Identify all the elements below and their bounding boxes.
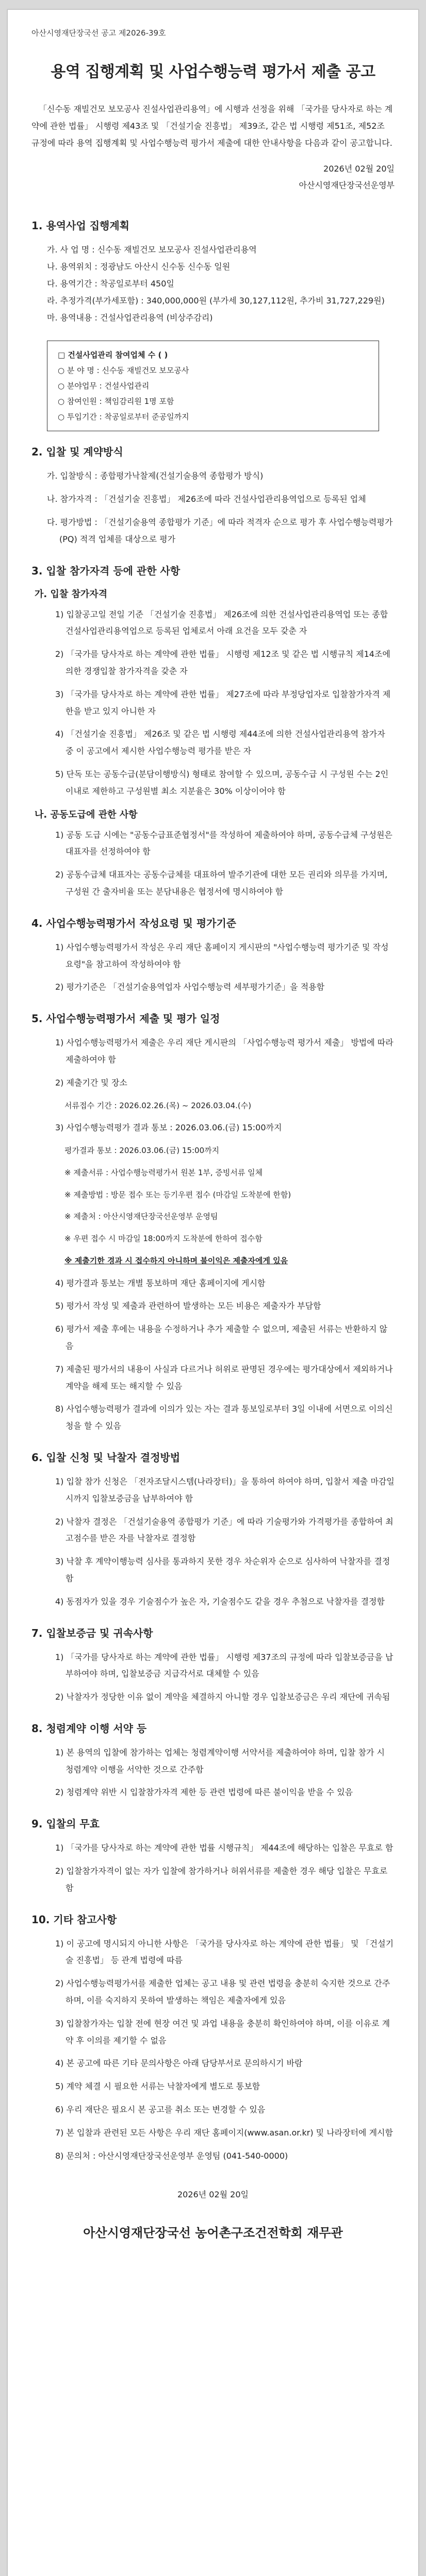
notice-date: 2026년 02월 20일	[323, 164, 395, 174]
section-item: 1) 본 용역의 입찰에 참가하는 업체는 청렴계약이행 서약서를 제출하여야 하며, 입찰 참가 시 청렴계약 이행을 서약한 것으로 간주함	[55, 1747, 385, 1774]
section-item: 3) 「국가를 당사자로 하는 계약에 관한 법률」 제27조에 따라 부정당업자로 입찰참가자격 제한을 받고 있지 아니한 자	[55, 689, 391, 716]
section-item: 6) 평가서 제출 후에는 내용을 수정하거나 추가 제출할 수 없으며, 제출된 서류는 반환하지 않음	[55, 1324, 388, 1351]
section-title: 3. 입찰 참가자격 등에 관한 사항	[31, 564, 181, 577]
notice-sheet	[7, 9, 419, 2576]
section-5	[31, 1010, 395, 1435]
subsection-title: 나. 공동도급에 관한 사항	[35, 809, 138, 820]
section-item: 나. 용역위치 : 정광남도 아산시 신수동 신수동 일원	[47, 262, 231, 272]
info-box	[47, 341, 379, 431]
section-title: 7. 입찰보증금 및 귀속사항	[31, 1626, 153, 1639]
section-3	[31, 563, 395, 901]
note-item: ※ 제출서류 : 사업수행능력평가서 원본 1부, 증빙서류 일체	[64, 1167, 263, 1177]
date-org-block	[31, 161, 395, 194]
section-item: 2) 사업수행능력평가서를 제출한 업체는 공고 내용 및 관련 법령을 충분히 숙지한 것으로 간주하며, 이를 숙지하지 못하여 발생하는 책임은 제출자에게 있음	[55, 1978, 390, 2006]
section-title: 6. 입찰 신청 및 낙찰자 결정방법	[31, 1451, 181, 1464]
section-item: 1) 입찰공고일 전일 기준 「건설기술 진흥법」 제26조에 의한 건설사업관리용역업 또는 종합건설사업관리용역업으로 등록된 업체로서 아래 요건을 모두 갖춘 자	[55, 609, 388, 636]
section-item: 1) 사업수행능력평가서 작성은 우리 재단 홈페이지 게시판의 "사업수행능력 평가기준 및 작성요령"을 참고하여 작성하여야 함	[55, 942, 389, 969]
section-item: 3) 입찰참가자는 입찰 전에 현장 여건 및 과업 내용을 충분히 확인하여야 하며, 이를 이유로 계약 후 이의를 제기할 수 없음	[55, 2018, 390, 2045]
section-4	[31, 915, 395, 996]
result-label: 평가결과 통보 : 2026.03.06.(금) 15:00까지	[64, 1146, 220, 1156]
section-9	[31, 1816, 395, 1896]
section-item: 4) 본 공고에 따른 기타 문의사항은 아래 담당부서로 문의하시기 바람	[55, 2058, 303, 2069]
section-8	[31, 1720, 395, 1801]
box-item: ○ 분야업무 : 건설사업관리	[58, 381, 150, 391]
note-item: ※ 제출방법 : 방문 접수 또는 등기우편 접수 (마감일 도착분에 한함)	[64, 1190, 291, 1199]
box-item: ○ 분 야 명 : 신수동 재빌건모 보모공사	[58, 366, 189, 376]
section-title: 1. 용역사업 집행계획	[31, 219, 129, 232]
section-item: 2) 입찰참가자격이 없는 자가 입찰에 참가하거나 허위서류를 제출한 경우 해당 입찰은 무효로 함	[55, 1866, 388, 1893]
section-item: 7) 본 입찰과 관련된 모든 사항은 우리 재단 홈페이지(www.asan.or.kr) 및 나라장터에 게시함	[55, 2127, 393, 2138]
section-item: 1) 사업수행능력평가서 제출은 우리 재단 게시판의 「사업수행능력 평가서 제출」 방법에 따라 제출하여야 함	[55, 1038, 394, 1064]
signer: 아산시영재단장국선 농어촌구조건전학회 재무관	[83, 2226, 343, 2241]
section-item: 5) 계약 체결 시 필요한 서류는 낙찰자에게 별도로 통보함	[55, 2081, 260, 2092]
section-item: 다. 평가방법 : 「건설기술용역 종합평가 기준」에 따라 적격자 순으로 평가 후 사업수행능력평가(PQ) 적격 업체를 대상으로 평가	[47, 517, 393, 544]
section-item: 1) 「국가를 당사자로 하는 계약에 관한 법률 시행규칙」 제44조에 해당하는 입찰은 무효로 함	[55, 1843, 394, 1853]
section-item: 3) 사업수행능력평가 결과 통보 : 2026.03.06.(금) 15:00까지	[55, 1123, 282, 1133]
notice-org: 아산시영재단장국선운영부	[299, 180, 395, 191]
section-2	[31, 444, 395, 548]
note-item: ※ 우편 접수 시 마감일 18:00까지 도착분에 한하여 접수함	[64, 1234, 263, 1244]
section-title: 10. 기타 참고사항	[31, 1913, 117, 1926]
closing-date: 2026년 02월 20일	[177, 2190, 249, 2200]
section-item: 3) 낙찰 후 계약이행능력 심사를 통과하지 못한 경우 차순위자 순으로 심사하여 낙찰자를 결정함	[55, 1556, 390, 1583]
section-item: 1) 입찰 참가 신청은 「전자조달시스템(나라장터)」을 통하여 하여야 하며, 입찰서 제출 마감일시까지 입찰보증금을 납부하여야 함	[55, 1476, 395, 1503]
section-item: 5) 단독 또는 공동수급(분담이행방식) 형태로 참여할 수 있으며, 공동수급 시 구성원 수는 2인 이내로 제한하고 구성원별 최소 지분율은 30% 이상이어야 함	[55, 769, 389, 796]
section-item: 2) 「국가를 당사자로 하는 계약에 관한 법률」 시행령 제12조 및 같은 법 시행규칙 제14조에 의한 경쟁입찰 참가자격을 갖춘 자	[55, 649, 390, 676]
section-item: 라. 추정가격(부가세포함) : 340,000,000원 (부가세 30,127,112원, 추가비 31,727,229원)	[47, 295, 385, 306]
section-item: 2) 제출기간 및 장소	[55, 1077, 127, 1088]
box-title: □ 건설사업관리 참여업체 수 ( )	[58, 350, 168, 360]
box-item: ○ 투입기간 : 착공일로부터 준공일까지	[58, 412, 189, 422]
box-item: ○ 참여인원 : 책임감리원 1명 포함	[58, 397, 174, 406]
section-title: 2. 입찰 및 계약방식	[31, 446, 123, 459]
lead-paragraph: 「신수동 재빌건모 보모공사 진설사업관리용역」에 시행과 선정을 위해 「국가를 당사자로 하는 계약에 관한 법률」 시행령 제43조 및 「건설기술 진흥법」 제39조, 같은 법 시행령 제51조, 제52조 규정에 따라 용역 집행계획 및 사업수행능력 평가서 제출에 대한 안내사항을 다음과 같이 공고합니다.	[31, 104, 393, 148]
notice-number: 아산시영재단장국선 공고 제2026-39호	[31, 28, 166, 38]
section-item: 2) 낙찰자가 정당한 이유 없이 계약을 체결하지 아니할 경우 입찰보증금은 우리 재단에 귀속됨	[55, 1692, 390, 1702]
section-item: 마. 용역내용 : 건설사업관리용역 (비상주감리)	[47, 312, 213, 323]
section-title: 9. 입찰의 무효	[31, 1818, 100, 1831]
subsection-title: 가. 입찰 참가자격	[35, 588, 108, 600]
section-item: 1) 공동 도급 시에는 "공동수급표준협정서"를 작성하여 제출하여야 하며, 공동수급체 구성원은 대표자를 선정하여야 함	[55, 829, 392, 857]
deadline-label: 서류접수 기간 : 2026.02.26.(목) ~ 2026.03.04.(수)	[64, 1100, 252, 1110]
section-6	[31, 1449, 395, 1611]
section-title: 4. 사업수행능력평가서 작성요령 및 평가기준	[31, 917, 237, 929]
note-item: ※ 제출처 : 아산시영재단장국선운영부 운영팀	[64, 1212, 218, 1222]
caution-note: ※ 제출기한 경과 시 접수하지 아니하며 불이익은 제출자에게 있음	[64, 1256, 288, 1265]
section-item: 가. 사 업 명 : 신수동 재빌건모 보모공사 진설사업관리용역	[47, 245, 257, 255]
section-item: 1) 「국가를 당사자로 하는 계약에 관한 법률」 시행령 제37조의 규정에 따라 입찰보증금을 납부하여야 하며, 입찰보증금 지급각서로 대체할 수 있음	[55, 1652, 394, 1679]
section-item: 2) 청렴계약 위반 시 입찰참가자격 제한 등 관련 법령에 따른 불이익을 받을 수 있음	[55, 1787, 353, 1798]
section-title: 5. 사업수행능력평가서 제출 및 평가 일정	[31, 1012, 220, 1025]
section-item: 4) 동점자가 있을 경우 기술점수가 높은 자, 기술점수도 같을 경우 추첨으로 낙찰자를 결정함	[55, 1596, 385, 1606]
section-7	[31, 1625, 395, 1706]
section-item: 나. 참가자격 : 「건설기술 진흥법」 제26조에 따라 건설사업관리용역업으로 등록된 업체	[47, 494, 366, 504]
section-item: 7) 제출된 평가서의 내용이 사실과 다르거나 허위로 판명된 경우에는 평가대상에서 제외하거나 계약을 해제 또는 해지할 수 있음	[55, 1364, 393, 1391]
section-item: 5) 평가서 작성 및 제출과 관련하여 발생하는 모든 비용은 제출자가 부담함	[55, 1301, 321, 1311]
section-item: 가. 입찰방식 : 종합평가낙찰제(건설기술용역 종합평가 방식)	[47, 471, 264, 481]
section-item: 2) 낙찰자 결정은 「건설기술용역 종합평가 기준」에 따라 기술평가와 가격평가를 종합하여 최고점수를 받은 자를 낙찰자로 결정함	[55, 1516, 394, 1544]
section-item: 8) 문의처 : 아산시영재단장국선운영부 운영팀 (041-540-0000)	[55, 2150, 288, 2161]
section-item: 2) 평가기준은 「건설기술용역업자 사업수행능력 세부평가기준」을 적용함	[55, 982, 325, 992]
section-1	[31, 217, 395, 326]
section-item: 6) 우리 재단은 필요시 본 공고를 취소 또는 변경할 수 있음	[55, 2105, 266, 2115]
document-title: 용역 집행계획 및 사업수행능력 평가서 제출 공고	[51, 63, 375, 81]
section-10	[31, 1911, 395, 2165]
section-item: 8) 사업수행능력평가 결과에 이의가 있는 자는 결과 통보일로부터 3일 이내에 서면으로 이의신청을 할 수 있음	[55, 1404, 393, 1431]
section-item: 4) 「건설기술 진흥법」 제26조 및 같은 법 시행령 제44조에 의한 건설사업관리용역 참가자 중 이 공고에서 제시한 사업수행능력 평가를 받은 자	[55, 729, 385, 756]
section-title: 8. 청렴계약 이행 서약 등	[31, 1722, 147, 1735]
section-item: 4) 평가결과 통보는 개별 통보하며 재단 홈페이지에 게시함	[55, 1278, 266, 1288]
section-item: 1) 이 공고에 명시되지 아니한 사항은 「국가를 당사자로 하는 계약에 관한 법률」 및 「건설기술 진흥법」 등 관계 법령에 따름	[55, 1938, 394, 1965]
section-item: 다. 용역기간 : 착공일로부터 450일	[47, 278, 174, 289]
section-item: 2) 공동수급체 대표자는 공동수급체를 대표하여 발주기관에 대한 모든 권리와 의무를 가지며, 구성원 간 출자비율 또는 분담내용은 협정서에 명시하여야 함	[55, 870, 388, 896]
